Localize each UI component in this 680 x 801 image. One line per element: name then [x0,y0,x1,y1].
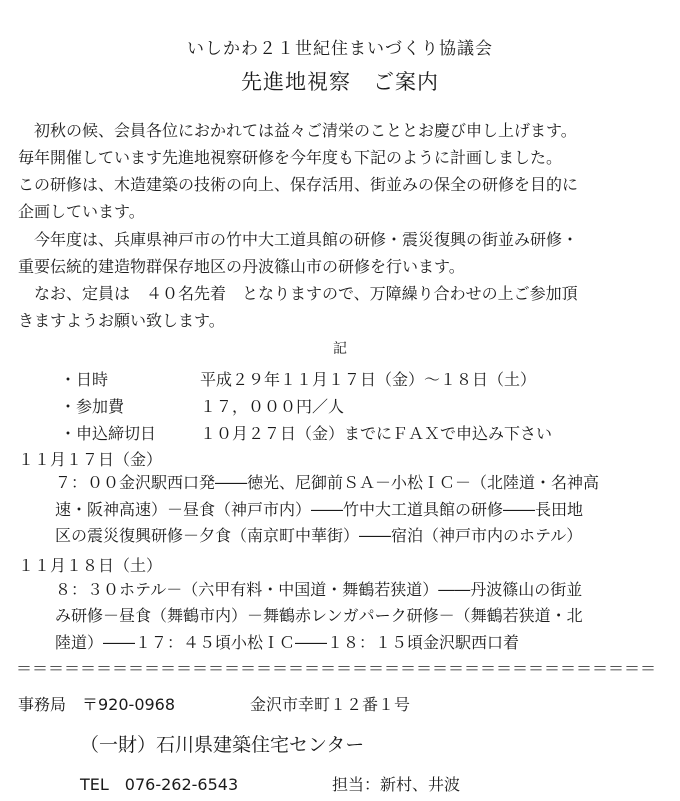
fee-label: ・参加費 [60,397,125,416]
office-postal: 事務局 〒920-0968 [18,695,176,714]
document-title: 先進地視察 ご案内 [241,70,439,94]
body-line-3: この研修は、木造建築の技術の向上、保存活用、街並みの保全の研修を目的に [18,175,579,194]
body-line-4: 企画しています。 [18,202,145,221]
body-line-7: なお、定員は ４０名先着 となりますので、万障繰り合わせの上ご参加頂 [18,284,578,303]
ki-marker: 記 [333,341,347,357]
day1-line-1: ７：００金沢駅西口発――徳光、尼御前ＳＡ－小松ＩＣ－（北陸道・名神高 [55,473,600,492]
body-line-2: 毎年開催しています先進地視察研修を今年度も下記のように計画しました。 [18,148,563,167]
office-org-name: （一財）石川県建築住宅センター [80,734,365,756]
day1-header: １１月１７日（金） [18,450,163,469]
office-address: 金沢市幸町１２番１号 [250,695,411,714]
date-label: ・日時 [60,370,109,389]
day2-line-1: ８：３０ホテル－（六甲有料・中国道・舞鶴若狭道）――丹波篠山の街並 [55,580,583,599]
day1-line-2: 速・阪神高速）－昼食（神戸市内）――竹中大工道具館の研修――長田地 [55,500,584,519]
office-tel: TEL 076-262-6543 [80,775,239,794]
day2-line-2: み研修－昼食（舞鶴市内）－舞鶴赤レンガパーク研修－（舞鶴若狭道・北 [55,606,583,625]
organization-title: いしかわ２１世紀住まいづくり協議会 [187,39,493,59]
day2-header: １１月１８日（土） [18,556,163,575]
day2-line-3: 陸道）――１７：４５頃小松ＩＣ――１８：１５頃金沢駅西口着 [55,633,520,652]
body-line-8: きますようお願い致します。 [18,311,225,330]
body-line-5: 今年度は、兵庫県神戸市の竹中大工道具館の研修・震災復興の街並み研修・ [18,230,579,249]
body-line-6: 重要伝統的建造物群保存地区の丹波篠山市の研修を行います。 [18,257,465,276]
deadline-value: １０月２７日（金）までにＦＡＸで申込み下さい [200,424,553,443]
day1-line-3: 区の震災復興研修－夕食（南京町中華街）――宿泊（神戸市内のホテル） [55,526,583,545]
body-line-1: 初秋の候、会員各位におかれては益々ご清栄のこととお慶び申し上げます。 [18,121,577,140]
date-value: 平成２９年１１月１７日（金）～１８日（土） [200,370,537,389]
office-contact: 担当：新村、井波 [332,775,461,794]
deadline-label: ・申込締切日 [60,424,157,443]
fee-value: １７，０００円／人 [200,397,345,416]
separator-line: ＝＝＝＝＝＝＝＝＝＝＝＝＝＝＝＝＝＝＝＝＝＝＝＝＝＝＝＝＝＝＝＝＝＝＝＝＝＝＝＝ [16,659,657,678]
